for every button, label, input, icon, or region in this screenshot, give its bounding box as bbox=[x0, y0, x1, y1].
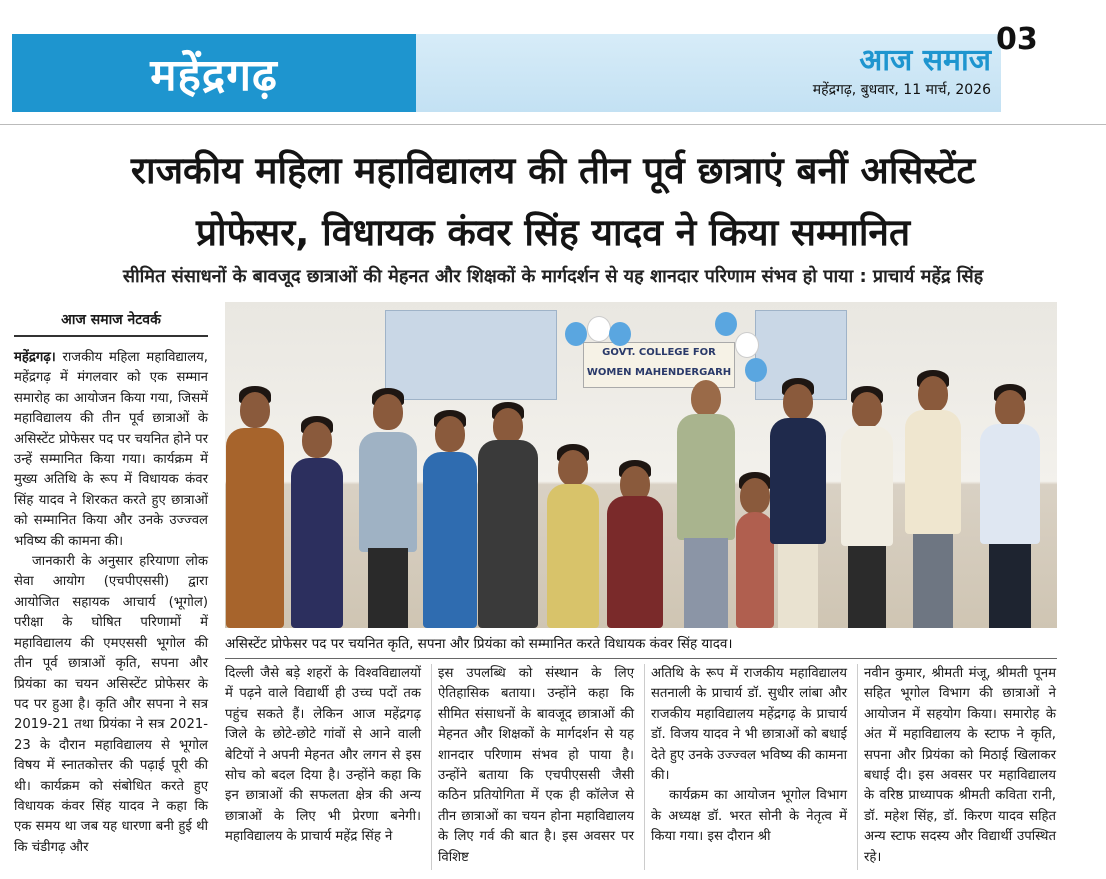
article-headline bbox=[10, 140, 1096, 264]
column-divider bbox=[857, 664, 858, 870]
person-figure bbox=[473, 354, 543, 628]
newspaper-name: आज समाज bbox=[859, 43, 991, 78]
article-column-1 bbox=[14, 348, 208, 858]
balloon-decoration bbox=[715, 312, 737, 336]
person-figure bbox=[543, 372, 603, 628]
city-section-title: महेंद्रगढ़ bbox=[12, 34, 416, 112]
article-subheadline: सीमित संसाधनों के बावजूद छात्राओं की मेहनत और शिक्षकों के मार्गदर्शन से यह शानदार परिणाम संभव हो पाया : प्राचार्य महेंद्र सिंह bbox=[122, 266, 984, 287]
person-figure bbox=[765, 342, 831, 628]
paragraph: कार्यक्रम का आयोजन भूगोल विभाग के अध्यक्ष डॉ. भरत सोनी के नेतृत्व में किया गया। इस दौरान श्री bbox=[651, 788, 847, 845]
person-figure bbox=[603, 378, 667, 628]
article-column-5 bbox=[864, 664, 1056, 868]
photo-caption: असिस्टेंट प्रोफेसर पद पर चयनित कृति, सपना और प्रियंका को सम्मानित करते विधायक कंवर सिंह यादव। bbox=[225, 634, 1057, 659]
person-figure bbox=[975, 342, 1045, 628]
person-figure bbox=[225, 358, 285, 628]
column-divider bbox=[431, 664, 432, 870]
paragraph: राजकीय महिला महाविद्यालय, महेंद्रगढ़ में मंगलवार को एक सम्मान समारोह का आयोजन किया गया, जिसमें महाविद्यालय की तीन पूर्व छात्राओं के असिस्टेंट प्रोफेसर पद पर चयनित होने पर उन्हें सम्मानित किया गया। कार्यक्रम में मुख्य अतिथि के रूप में विधायक कंवर सिंह यादव ने शिरकत करते हुए छात्राओं को सम्मानित किया और उनके उज्ज्वल भविष्य की कामना की। bbox=[14, 350, 208, 549]
article-column-4 bbox=[651, 664, 847, 848]
headline-line-1: राजकीय महिला महाविद्यालय की तीन पूर्व छात्राएं बनीं असिस्टेंट bbox=[130, 149, 976, 192]
masthead bbox=[12, 34, 1054, 112]
balloon-decoration bbox=[745, 358, 767, 382]
dateline-lead: महेंद्रगढ़। bbox=[14, 350, 56, 365]
person-figure bbox=[837, 346, 897, 628]
person-figure bbox=[901, 338, 965, 628]
masthead-divider bbox=[0, 124, 1106, 125]
page-number: 03 bbox=[996, 22, 1038, 57]
paragraph: इस उपलब्धि को संस्थान के लिए ऐतिहासिक बताया। उन्होंने कहा कि सीमित संसाधनों के बावजूद छात्राओं की मेहनत और शिक्षकों के मार्गदर्शन से यह शानदार परिणाम संभव हो पाया है। उन्होंने बताया कि एचपीएससी जैसी कठिन प्रतियोगिता में एक ही कॉलेज से तीन छात्राओं का चयन होना महाविद्यालय के लिए गर्व की बात है। इस अवसर पर विशिष्ट bbox=[438, 666, 634, 865]
issue-dateline: महेंद्रगढ़, बुधवार, 11 मार्च, 2026 bbox=[812, 82, 991, 98]
person-figure bbox=[419, 358, 481, 628]
byline: आज समाज नेटवर्क bbox=[14, 310, 208, 337]
article-column-3 bbox=[438, 664, 634, 868]
masthead-info bbox=[416, 34, 1001, 112]
college-banner: GOVT. COLLEGE FOR WOMEN MAHENDERGARH bbox=[583, 342, 735, 388]
paragraph: अतिथि के रूप में राजकीय महाविद्यालय सतनाली के प्राचार्य डॉ. सुधीर लांबा और राजकीय महाविद्यालय महेंद्रगढ़ के प्राचार्य डॉ. विजय यादव ने भी छात्राओं को बधाई देते हुए उनके उज्ज्वल भविष्य की कामना की। bbox=[651, 666, 847, 784]
article-photo bbox=[225, 302, 1057, 628]
balloon-decoration bbox=[609, 322, 631, 346]
column-divider bbox=[644, 664, 645, 870]
person-figure bbox=[287, 366, 347, 628]
paragraph: जानकारी के अनुसार हरियाणा लोक सेवा आयोग (एचपीएससी) द्वारा आयोजित सहायक आचार्य (भूगोल) परीक्षा के घोषित परिणामों में महाविद्यालय की एमएससी भूगोल की तीन पूर्व छात्राओं कृति, सपना और प्रियंका का चयन असिस्टेंट प्रोफेसर के पद पर हुआ है। कृति और सपना ने सत्र 2019-21 तथा प्रियंका ने सत्र 2021-23 के दौरान महाविद्यालय से भूगोल विषय में स्नातकोत्तर की पढ़ाई पूरी की थी। कार्यक्रम को संबोधित करते हुए विधायक कंवर सिंह यादव ने कहा कि एक समय था जब यह धारणा बनी हुई थी कि चंडीगढ़ और bbox=[14, 554, 208, 855]
headline-line-2: प्रोफेसर, विधायक कंवर सिंह यादव ने किया सम्मानित bbox=[195, 211, 911, 254]
person-figure bbox=[355, 348, 421, 628]
balloon-decoration bbox=[587, 316, 611, 342]
article-column-2 bbox=[225, 664, 421, 848]
person-figure bbox=[671, 342, 741, 628]
paragraph: दिल्ली जैसे बड़े शहरों के विश्वविद्यालयों में पढ़ने वाले विद्यार्थी ही उच्च पदों तक पहुंच सकते हैं। लेकिन आज महेंद्रगढ़ जिले के छोटे-छोटे गांवों से आने वाली बेटियों ने अपनी मेहनत और लगन से इस सोच को बदल दिया है। उन्होंने कहा कि इन छात्राओं की सफलता क्षेत्र की अन्य छात्राओं के लिए भी प्रेरणा बनेगी। महाविद्यालय के प्राचार्य महेंद्र सिंह ने bbox=[225, 666, 421, 845]
balloon-decoration bbox=[565, 322, 587, 346]
paragraph: नवीन कुमार, श्रीमती मंजू, श्रीमती पूनम सहित भूगोल विभाग की छात्राओं ने आयोजन में सहयोग किया। समारोह के अंत में महाविद्यालय के स्टाफ ने कृति, सपना और प्रियंका को मिठाई खिलाकर बधाई दी। इस अवसर पर महाविद्यालय के वरिष्ठ प्राध्यापक श्रीमती कविता रानी, डॉ. महेश सिंह, डॉ. किरण यादव सहित अन्य स्टाफ सदस्य और विद्यार्थी उपस्थित रहे। bbox=[864, 666, 1056, 865]
